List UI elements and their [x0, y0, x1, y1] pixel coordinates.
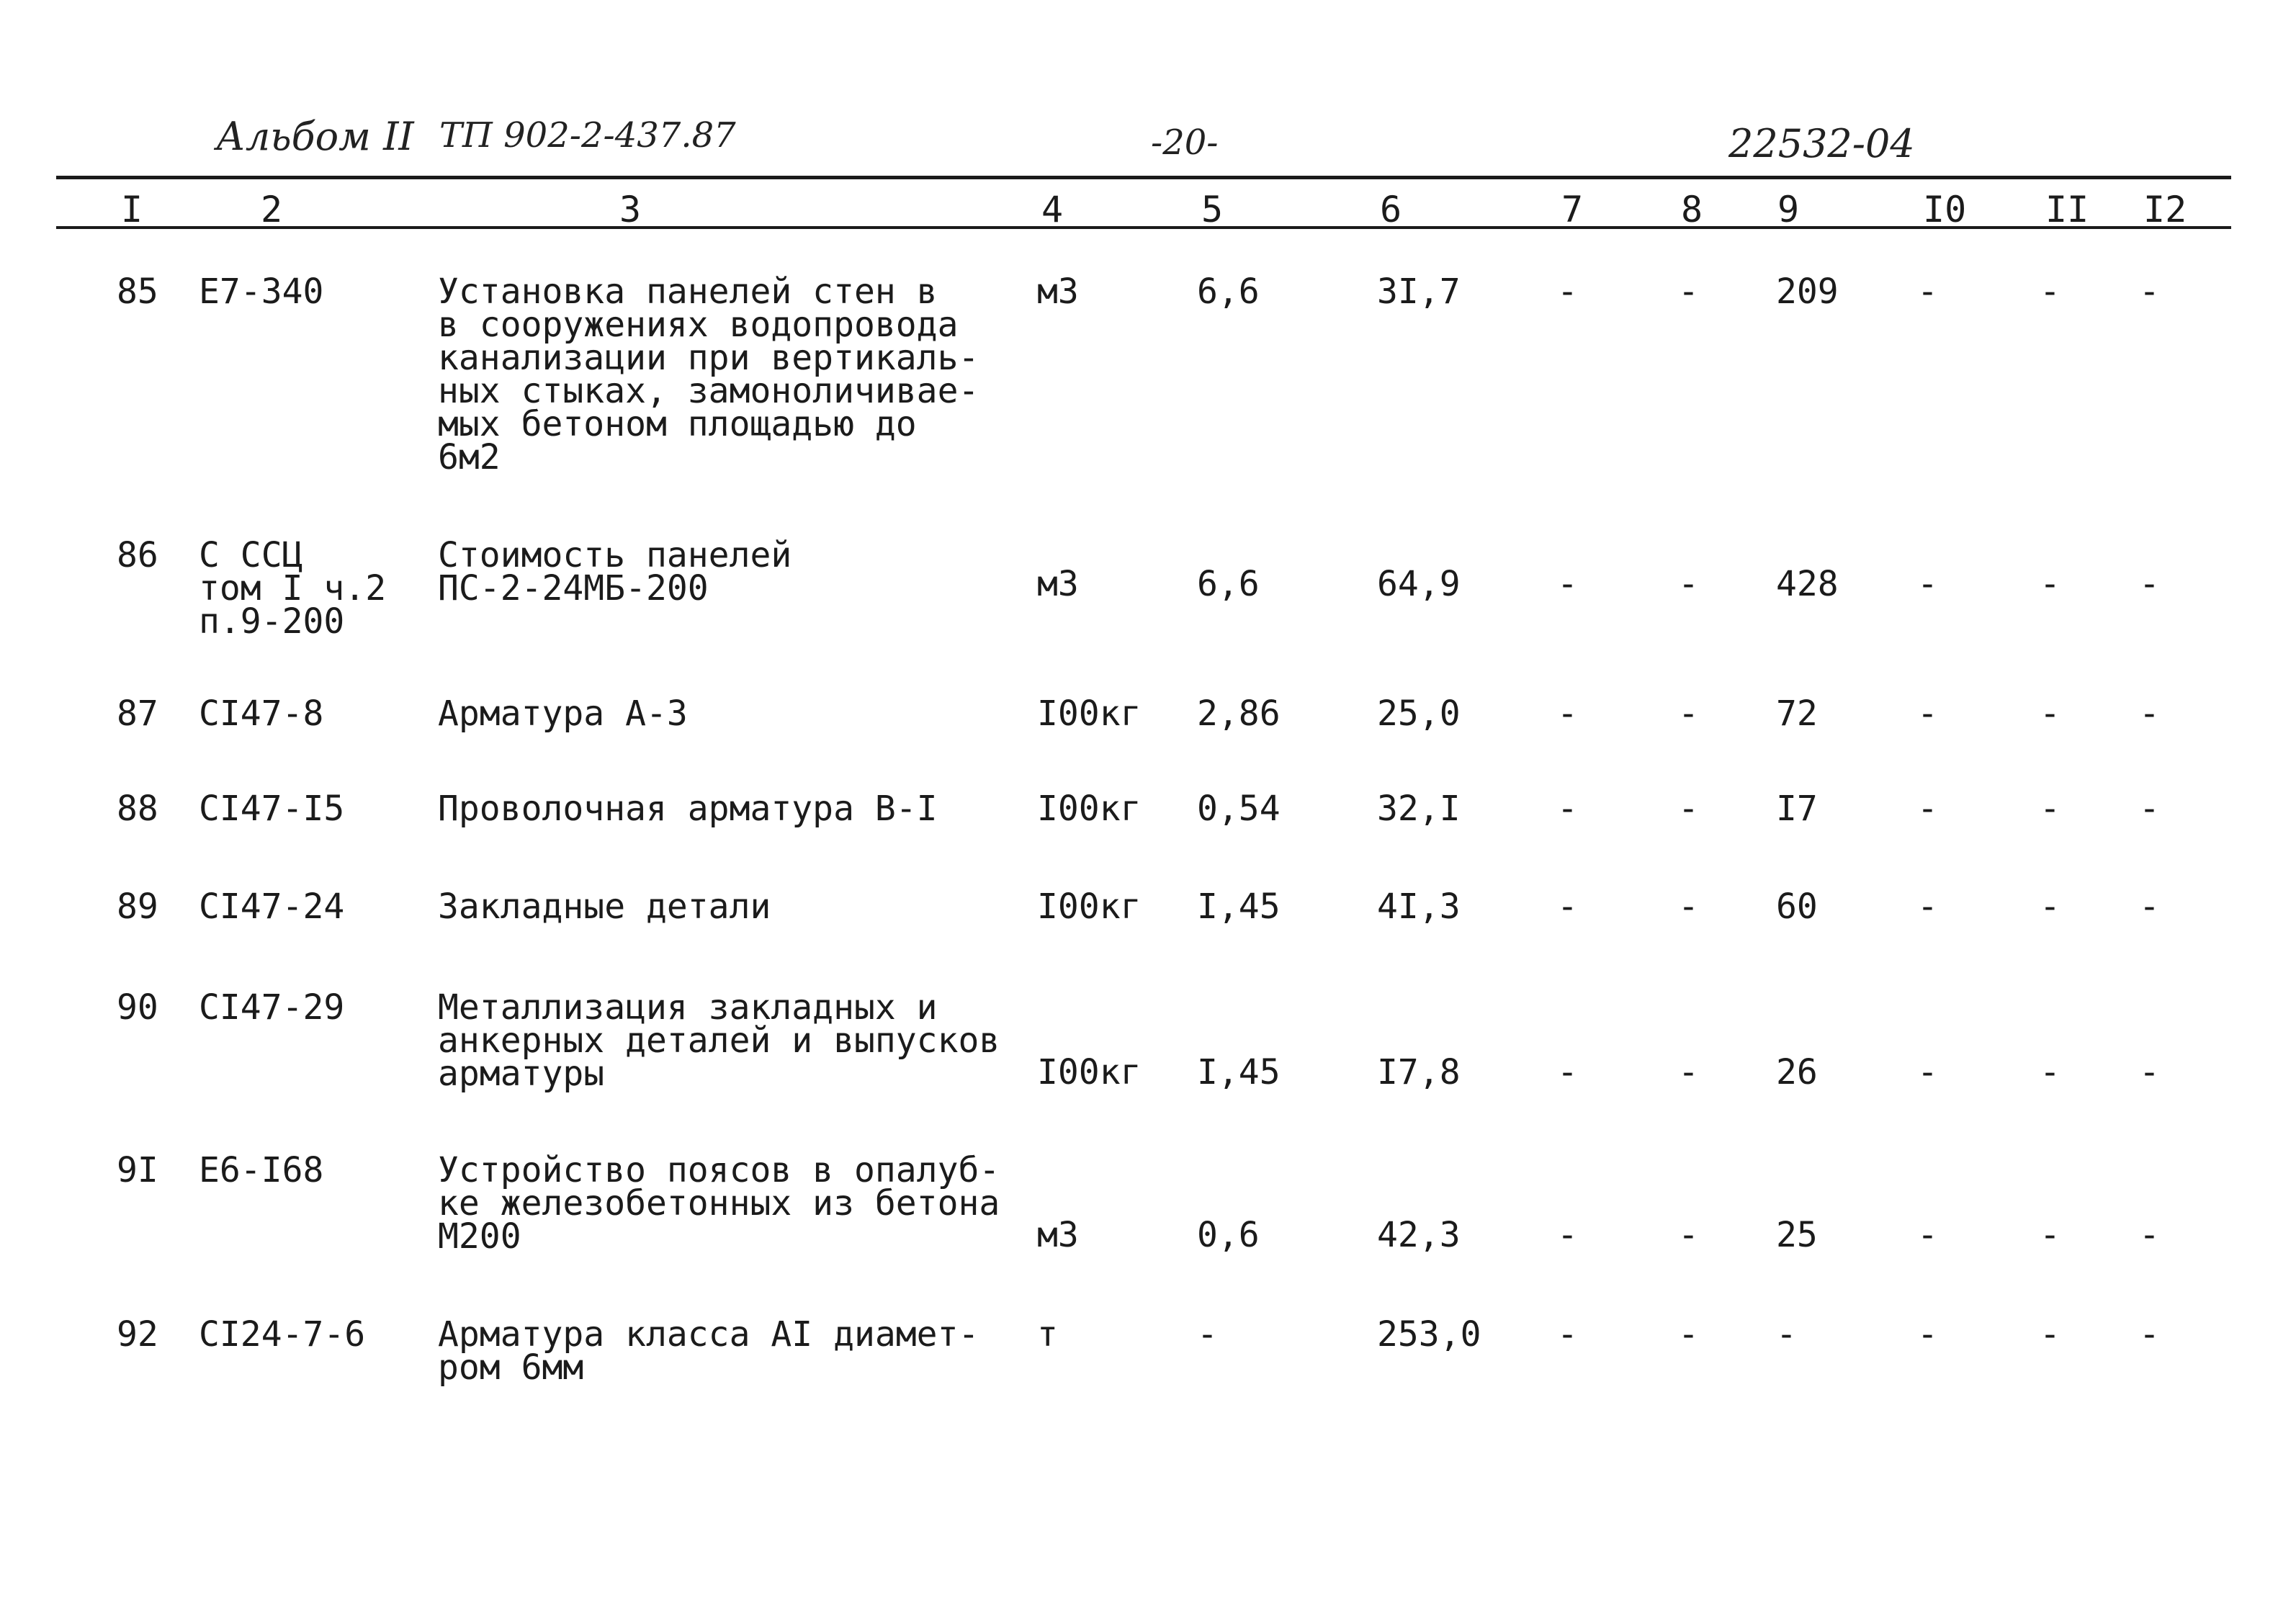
description-line: Установка панелей стен в: [438, 271, 938, 312]
col-8-value: -: [1678, 886, 1699, 927]
work-description: [438, 789, 938, 829]
row-number: 92: [117, 1314, 158, 1355]
col-12-value: -: [2139, 1314, 2160, 1355]
description-line: М200: [438, 1216, 521, 1257]
description-line: Металлизация закладных и: [438, 987, 938, 1028]
col-12-value: -: [2139, 789, 2160, 829]
unit-price: 42,3: [1377, 1215, 1461, 1255]
col-8-value: -: [1678, 789, 1699, 829]
col-7-value: -: [1557, 886, 1578, 927]
quantity: 0,54: [1197, 789, 1281, 829]
col-11-value: -: [2040, 789, 2060, 829]
column-number: 3: [619, 189, 642, 230]
col-10-value: -: [1917, 1215, 1938, 1255]
norm-code: [199, 693, 324, 734]
work-description: [438, 886, 771, 927]
column-number: 2: [261, 189, 283, 230]
album-label: Альбом II: [216, 114, 414, 159]
description-line: 6м2: [438, 437, 501, 477]
col-7-value: -: [1557, 1215, 1578, 1255]
column-number: 4: [1041, 189, 1064, 230]
col-10-value: -: [1917, 1052, 1938, 1092]
norm-code-line: СI47-8: [199, 693, 324, 734]
quantity: -: [1197, 1314, 1218, 1355]
col-12-value: -: [2139, 886, 2160, 927]
col-11-value: -: [2040, 1052, 2060, 1092]
quantity: 0,6: [1197, 1215, 1260, 1255]
col-12-value: -: [2139, 564, 2160, 604]
column-number: 7: [1561, 189, 1584, 230]
norm-code: [199, 789, 345, 829]
top-rule: [56, 176, 2231, 179]
total-cost: 428: [1776, 564, 1839, 604]
row-number: 90: [117, 987, 158, 1028]
description-line: мых бетоном площадью до: [438, 404, 917, 444]
column-number: 9: [1777, 189, 1800, 230]
total-cost: 26: [1776, 1052, 1818, 1092]
page-number: -20-: [1151, 122, 1219, 163]
total-cost: 60: [1776, 886, 1818, 927]
quantity: 6,6: [1197, 564, 1260, 604]
unit: I00кг: [1037, 886, 1142, 927]
col-11-value: -: [2040, 886, 2060, 927]
col-12-value: -: [2139, 693, 2160, 734]
description-line: ке железобетонных из бетона: [438, 1183, 1000, 1224]
col-8-value: -: [1678, 1215, 1699, 1255]
unit-price: 32,I: [1377, 789, 1461, 829]
col-8-value: -: [1678, 693, 1699, 734]
norm-code-line: СI47-29: [199, 987, 345, 1028]
quantity: I,45: [1197, 1052, 1281, 1092]
norm-code-line: СI47-I5: [199, 789, 345, 829]
unit-price: 64,9: [1377, 564, 1461, 604]
quantity: 6,6: [1197, 271, 1260, 312]
description-line: Арматура А-3: [438, 693, 688, 734]
col-12-value: -: [2139, 1052, 2160, 1092]
project-code: ТП 902-2-437.87: [439, 115, 736, 156]
description-line: ных стыках, замоноличивае-: [438, 371, 979, 411]
column-number: 8: [1681, 189, 1703, 230]
total-cost: 72: [1776, 693, 1818, 734]
norm-code: [199, 1314, 366, 1355]
document-code: 22532-04: [1728, 121, 1915, 166]
column-number: I0: [1923, 189, 1967, 230]
col-10-value: -: [1917, 886, 1938, 927]
row-number: 86: [117, 535, 158, 575]
unit-price: I7,8: [1377, 1052, 1461, 1092]
header-rule: [56, 226, 2231, 229]
description-line: ПС-2-24МБ-200: [438, 568, 709, 609]
col-11-value: -: [2040, 1215, 2060, 1255]
unit-price: 25,0: [1377, 693, 1461, 734]
work-description: [438, 535, 792, 609]
unit: т: [1037, 1314, 1058, 1355]
column-number: II: [2045, 189, 2089, 230]
description-line: анкерных деталей и выпусков: [438, 1020, 1000, 1061]
description-line: Закладные детали: [438, 886, 771, 927]
col-11-value: -: [2040, 564, 2060, 604]
unit: м3: [1037, 564, 1079, 604]
col-7-value: -: [1557, 693, 1578, 734]
col-10-value: -: [1917, 1314, 1938, 1355]
norm-code-line: С ССЦ: [199, 535, 303, 575]
description-line: канализации при вертикаль-: [438, 338, 979, 378]
norm-code: [199, 271, 324, 312]
norm-code-line: СI24-7-6: [199, 1314, 366, 1355]
col-10-value: -: [1917, 564, 1938, 604]
unit-price: 253,0: [1377, 1314, 1481, 1355]
norm-code: [199, 987, 345, 1028]
col-8-value: -: [1678, 564, 1699, 604]
col-11-value: -: [2040, 693, 2060, 734]
col-11-value: -: [2040, 271, 2060, 312]
description-line: Стоимость панелей: [438, 535, 792, 575]
norm-code-line: Е7-340: [199, 271, 324, 312]
description-line: Устройство поясов в опалуб-: [438, 1150, 1000, 1190]
work-description: [438, 1150, 1000, 1257]
total-cost: I7: [1776, 789, 1818, 829]
unit: I00кг: [1037, 693, 1142, 734]
column-number: 5: [1201, 189, 1224, 230]
unit: I00кг: [1037, 1052, 1142, 1092]
col-7-value: -: [1557, 1052, 1578, 1092]
row-number: 88: [117, 789, 158, 829]
col-7-value: -: [1557, 1314, 1578, 1355]
description-line: арматуры: [438, 1054, 605, 1094]
work-description: [438, 693, 688, 734]
unit-price: 3I,7: [1377, 271, 1461, 312]
total-cost: 25: [1776, 1215, 1818, 1255]
row-number: 87: [117, 693, 158, 734]
col-7-value: -: [1557, 789, 1578, 829]
description-line: Арматура класса АI диамет-: [438, 1314, 979, 1355]
column-number: 6: [1380, 189, 1402, 230]
col-11-value: -: [2040, 1314, 2060, 1355]
col-7-value: -: [1557, 271, 1578, 312]
col-10-value: -: [1917, 789, 1938, 829]
total-cost: 209: [1776, 271, 1839, 312]
work-description: [438, 1314, 979, 1388]
unit-price: 4I,3: [1377, 886, 1461, 927]
col-12-value: -: [2139, 271, 2160, 312]
unit: м3: [1037, 1215, 1079, 1255]
norm-code-line: СI47-24: [199, 886, 345, 927]
unit: м3: [1037, 271, 1079, 312]
work-description: [438, 271, 979, 477]
description-line: ром 6мм: [438, 1347, 584, 1388]
norm-code-line: п.9-200: [199, 601, 345, 642]
col-8-value: -: [1678, 271, 1699, 312]
norm-code-line: Е6-I68: [199, 1150, 324, 1190]
unit: I00кг: [1037, 789, 1142, 829]
quantity: I,45: [1197, 886, 1281, 927]
col-8-value: -: [1678, 1314, 1699, 1355]
row-number: 85: [117, 271, 158, 312]
description-line: в сооружениях водопровода: [438, 305, 959, 345]
row-number: 89: [117, 886, 158, 927]
col-8-value: -: [1678, 1052, 1699, 1092]
norm-code-line: том I ч.2: [199, 568, 387, 609]
norm-code: [199, 1150, 324, 1190]
col-10-value: -: [1917, 271, 1938, 312]
column-number: I2: [2143, 189, 2187, 230]
total-cost: -: [1776, 1314, 1797, 1355]
description-line: Проволочная арматура В-I: [438, 789, 938, 829]
col-10-value: -: [1917, 693, 1938, 734]
col-12-value: -: [2139, 1215, 2160, 1255]
column-number: I: [121, 189, 143, 230]
work-description: [438, 987, 1000, 1094]
norm-code: [199, 535, 387, 642]
col-7-value: -: [1557, 564, 1578, 604]
norm-code: [199, 886, 345, 927]
row-number: 9I: [117, 1150, 158, 1190]
quantity: 2,86: [1197, 693, 1281, 734]
